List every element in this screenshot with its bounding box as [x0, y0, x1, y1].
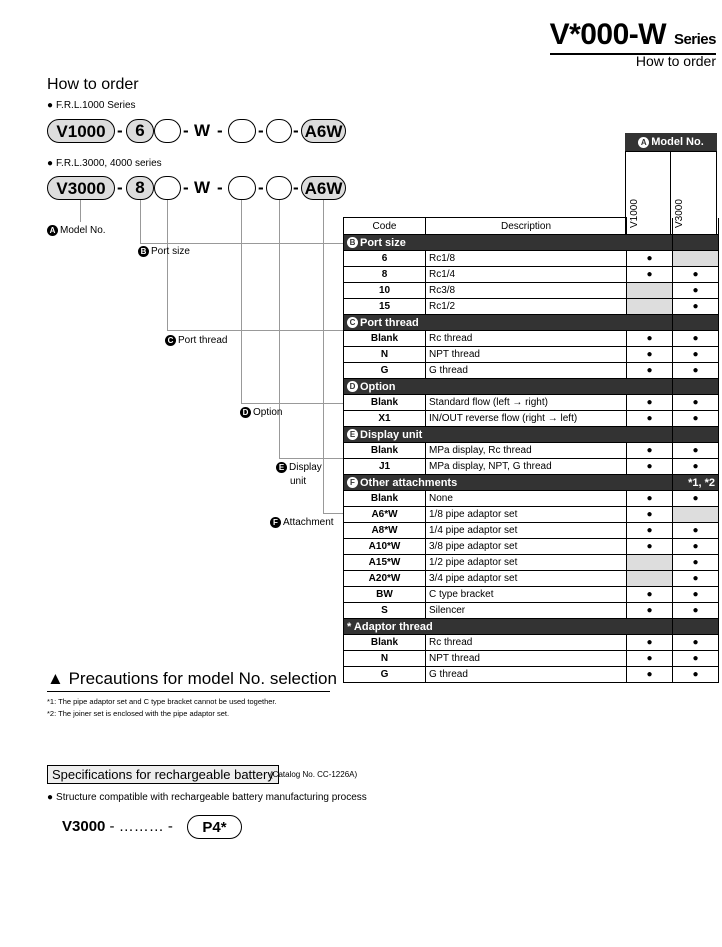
row-v3000: ●: [673, 347, 719, 363]
header-blank: [627, 218, 673, 235]
row-code: A6*W: [344, 507, 426, 523]
connector-line: [140, 200, 141, 243]
code-header: Code: [344, 218, 426, 235]
battery-suffix-pill: P4*: [187, 815, 242, 839]
row-code: Blank: [344, 395, 426, 411]
connector-line: [279, 200, 280, 458]
frl1000-attach-pill: A6W: [301, 119, 346, 143]
frl1000-port-pill: 6: [126, 119, 154, 143]
battery-spec-title: Specifications for rechargeable battery: [47, 765, 279, 784]
row-v1000: [627, 555, 673, 571]
frl1000-option-slot: [228, 119, 256, 143]
frl1000-thread-slot: [154, 119, 181, 143]
row-code: Blank: [344, 331, 426, 347]
precautions-title: ▲ Precautions for model No. selection: [47, 669, 337, 688]
table-row: [344, 347, 719, 363]
row-code: 15: [344, 299, 426, 315]
frl3000-option-slot: [228, 176, 256, 200]
row-v1000: ●: [627, 251, 673, 267]
row-code: Blank: [344, 635, 426, 651]
section-badge: D: [347, 381, 358, 392]
frl1000-display-slot: [266, 119, 292, 143]
row-v1000: ●: [627, 651, 673, 667]
row-v3000: ●: [673, 331, 719, 347]
table-row: [344, 507, 719, 523]
section-note: [673, 619, 719, 635]
frl3000-model-pill: V3000: [47, 176, 115, 200]
precautions-divider: [47, 691, 330, 692]
row-v1000: ●: [627, 539, 673, 555]
row-description: Standard flow (left → right): [426, 395, 627, 411]
row-description: NPT thread: [426, 651, 627, 667]
row-description: Rc thread: [426, 635, 627, 651]
table-row: [344, 539, 719, 555]
connector-line: [241, 403, 343, 404]
row-v3000: [673, 251, 719, 267]
section-title: [344, 475, 673, 491]
row-v1000: ●: [627, 331, 673, 347]
dash: -: [217, 121, 223, 140]
frl3000-label: ● F.R.L.3000, 4000 series: [47, 158, 162, 169]
connector-line: [167, 330, 343, 331]
row-description: C type bracket: [426, 587, 627, 603]
row-v3000: ●: [673, 603, 719, 619]
row-code: Blank: [344, 491, 426, 507]
row-v1000: ●: [627, 459, 673, 475]
precaution-note-1: *1: The pipe adaptor set and C type bracket cannot be used together.: [47, 697, 277, 706]
table-row: [344, 443, 719, 459]
header-subtitle: How to order: [635, 53, 716, 69]
table-row: [344, 651, 719, 667]
connector-line: [241, 200, 242, 403]
row-code: S: [344, 603, 426, 619]
callout-port-thread: C Port thread: [165, 335, 227, 346]
header-blank: [673, 218, 719, 235]
table-row: [344, 571, 719, 587]
section-note: [673, 315, 719, 331]
row-v3000: ●: [673, 283, 719, 299]
frl3000-w: W: [194, 178, 211, 197]
section-badge: F: [347, 477, 358, 488]
section-note: [673, 427, 719, 443]
section-note: [673, 379, 719, 395]
row-description: Rc1/2: [426, 299, 627, 315]
row-code: Blank: [344, 443, 426, 459]
frl1000-w: W: [194, 121, 211, 140]
section-header: [344, 315, 719, 331]
row-v1000: ●: [627, 347, 673, 363]
precaution-note-2: *2: The joiner set is enclosed with the pipe adaptor set.: [47, 709, 230, 718]
row-description: 1/2 pipe adaptor set: [426, 555, 627, 571]
dash: -: [293, 121, 299, 140]
dash: -: [183, 121, 189, 140]
section-note: *1, *2: [673, 475, 719, 491]
row-description: Rc1/4: [426, 267, 627, 283]
section-title-text: Port size: [360, 236, 406, 249]
frl1000-model-pill: V1000: [47, 119, 115, 143]
section-note: [673, 235, 719, 251]
row-v1000: ●: [627, 395, 673, 411]
row-v3000: ●: [673, 395, 719, 411]
row-v1000: ●: [627, 507, 673, 523]
row-v3000: ●: [673, 299, 719, 315]
row-code: J1: [344, 459, 426, 475]
connector-line: [167, 200, 168, 330]
row-code: A10*W: [344, 539, 426, 555]
row-v1000: [627, 571, 673, 587]
section-header: [344, 235, 719, 251]
callout-display-unit: E Display: [276, 462, 322, 473]
row-description: 3/8 pipe adaptor set: [426, 539, 627, 555]
frl3000-thread-slot: [154, 176, 181, 200]
section-badge: B: [347, 237, 358, 248]
model-col-v3000: V3000: [670, 151, 717, 235]
row-code: 6: [344, 251, 426, 267]
section-title-text: Port thread: [360, 316, 419, 329]
row-v3000: ●: [673, 363, 719, 379]
dash: -: [258, 121, 264, 140]
row-description: None: [426, 491, 627, 507]
dash: -: [217, 178, 223, 197]
dash: -: [258, 178, 264, 197]
row-v3000: ●: [673, 523, 719, 539]
ordering-table: [343, 217, 719, 683]
table-row: [344, 299, 719, 315]
section-header: [344, 475, 719, 491]
section-title: [344, 235, 673, 251]
row-v3000: ●: [673, 587, 719, 603]
row-v1000: ●: [627, 411, 673, 427]
row-v1000: ●: [627, 635, 673, 651]
row-description: Rc thread: [426, 331, 627, 347]
section-badge: E: [347, 429, 358, 440]
row-v3000: ●: [673, 635, 719, 651]
row-description: 1/4 pipe adaptor set: [426, 523, 627, 539]
row-v1000: ●: [627, 603, 673, 619]
description-header: Description: [426, 218, 627, 235]
callout-option: D Option: [240, 407, 282, 418]
table-row: [344, 267, 719, 283]
section-title: [344, 619, 673, 635]
section-title-text: * Adaptor thread: [347, 620, 433, 633]
table-row: [344, 251, 719, 267]
frl3000-port-pill: 8: [126, 176, 154, 200]
connector-line: [323, 200, 324, 513]
table-row: [344, 491, 719, 507]
row-description: 1/8 pipe adaptor set: [426, 507, 627, 523]
section-title: [344, 315, 673, 331]
row-description: Rc1/8: [426, 251, 627, 267]
frl3000-attach-pill: A6W: [301, 176, 346, 200]
row-v3000: ●: [673, 571, 719, 587]
row-code: A20*W: [344, 571, 426, 587]
row-code: A8*W: [344, 523, 426, 539]
row-v3000: ●: [673, 667, 719, 683]
row-v3000: ●: [673, 651, 719, 667]
connector-line: [323, 513, 343, 514]
dash: -: [117, 121, 123, 140]
callout-attachment: F Attachment: [270, 517, 334, 528]
row-description: Silencer: [426, 603, 627, 619]
section-header: [344, 379, 719, 395]
row-description: IN/OUT reverse flow (right → left): [426, 411, 627, 427]
row-v1000: ●: [627, 363, 673, 379]
connector-line: [80, 200, 81, 222]
row-description: MPa display, NPT, G thread: [426, 459, 627, 475]
row-description: G thread: [426, 667, 627, 683]
table-row: [344, 363, 719, 379]
section-title: [344, 427, 673, 443]
row-v3000: ●: [673, 411, 719, 427]
row-v1000: ●: [627, 491, 673, 507]
table-row: [344, 635, 719, 651]
callout-port-size: B Port size: [138, 246, 190, 257]
row-code: A15*W: [344, 555, 426, 571]
row-description: NPT thread: [426, 347, 627, 363]
row-v3000: ●: [673, 267, 719, 283]
row-v3000: ●: [673, 491, 719, 507]
row-code: N: [344, 651, 426, 667]
table-row: [344, 523, 719, 539]
battery-dots: ………: [118, 818, 164, 835]
warning-icon: ▲: [47, 669, 64, 688]
section-header: [344, 619, 719, 635]
dash: -: [183, 178, 189, 197]
row-v1000: ●: [627, 267, 673, 283]
row-v3000: ●: [673, 555, 719, 571]
table-row: [344, 411, 719, 427]
table-row: [344, 667, 719, 683]
row-code: BW: [344, 587, 426, 603]
callout-display-unit-2: unit: [290, 476, 307, 487]
table-row: [344, 555, 719, 571]
section-badge: C: [347, 317, 358, 328]
row-v1000: ●: [627, 667, 673, 683]
table-row: [344, 587, 719, 603]
connector-line: [279, 458, 343, 459]
row-code: X1: [344, 411, 426, 427]
table-row: [344, 459, 719, 475]
row-code: G: [344, 667, 426, 683]
model-no-header: A Model No.: [625, 133, 717, 151]
row-description: 3/4 pipe adaptor set: [426, 571, 627, 587]
row-v3000: ●: [673, 459, 719, 475]
dash: -: [293, 178, 299, 197]
battery-model-string: V3000 - ……… -: [62, 818, 173, 835]
page-title: How to order: [47, 76, 139, 93]
section-header: [344, 427, 719, 443]
section-title-text: Display unit: [360, 428, 423, 441]
table-row: [344, 331, 719, 347]
catalog-number: (Catalog No. CC-1226A): [270, 770, 358, 779]
row-v1000: ●: [627, 523, 673, 539]
section-title: [344, 379, 673, 395]
section-title-text: Other attachments: [360, 476, 458, 489]
row-v3000: ●: [673, 443, 719, 459]
frl3000-display-slot: [266, 176, 292, 200]
row-v3000: ●: [673, 539, 719, 555]
frl1000-label: ● F.R.L.1000 Series: [47, 100, 136, 111]
table-row: [344, 395, 719, 411]
row-description: MPa display, Rc thread: [426, 443, 627, 459]
dash: -: [117, 178, 123, 197]
row-v1000: [627, 299, 673, 315]
table-row: [344, 283, 719, 299]
row-code: G: [344, 363, 426, 379]
row-description: Rc3/8: [426, 283, 627, 299]
battery-structure: ● Structure compatible with rechargeable battery manufacturing process: [47, 792, 367, 803]
row-description: G thread: [426, 363, 627, 379]
table-row: [344, 603, 719, 619]
series-title: V*000-W Series: [550, 18, 716, 55]
model-col-v1000: V1000: [625, 151, 671, 235]
battery-model: V3000: [62, 818, 106, 835]
row-v1000: ●: [627, 587, 673, 603]
row-v1000: ●: [627, 443, 673, 459]
row-code: N: [344, 347, 426, 363]
row-code: 8: [344, 267, 426, 283]
callout-model-no: A Model No.: [47, 225, 106, 236]
row-v1000: [627, 283, 673, 299]
row-code: 10: [344, 283, 426, 299]
row-v3000: [673, 507, 719, 523]
section-title-text: Option: [360, 380, 396, 393]
